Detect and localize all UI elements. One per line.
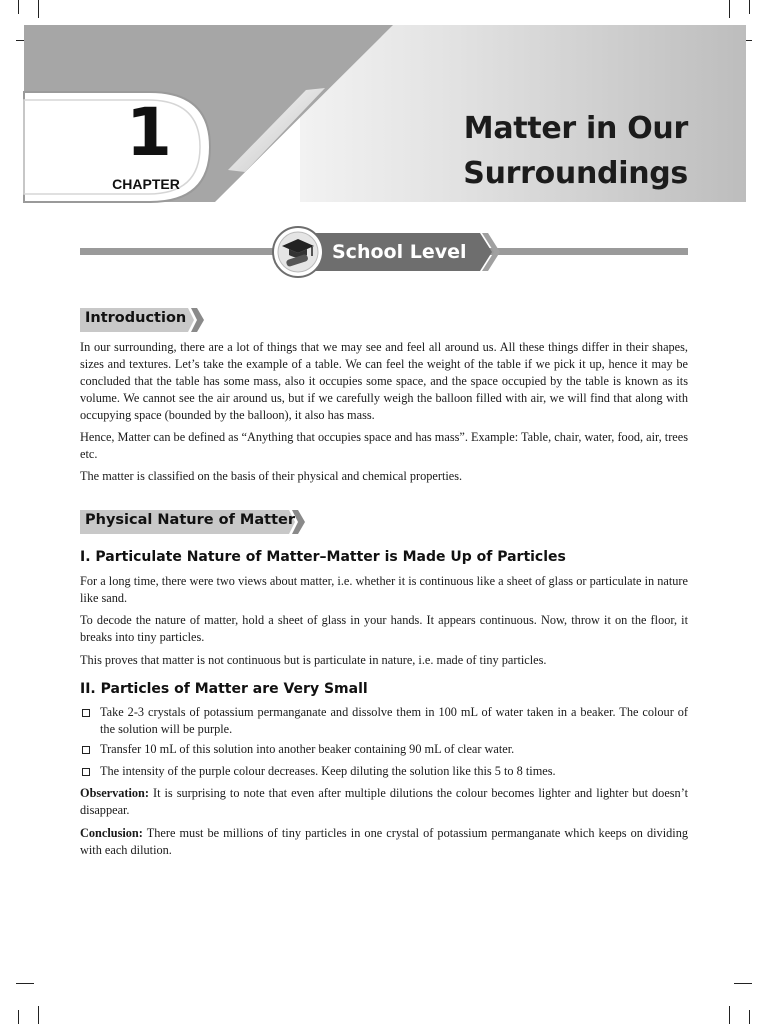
crop-mark — [749, 1010, 750, 1024]
observation-text: It is surprising to note that even after multiple dilutions the colour becomes lighter and lighter but doesn’t disappear. — [80, 786, 688, 817]
crop-mark — [16, 983, 34, 984]
list-item-text: Take 2-3 crystals of potassium permanganate and dissolve them in 100 mL of water taken in a beaker. The colour of the solution will be purple. — [100, 705, 688, 736]
conclusion-label: Conclusion: — [80, 826, 143, 840]
observation-paragraph — [80, 785, 688, 819]
section-heading-text: Introduction — [85, 310, 187, 326]
paragraph: For a long time, there were two views about matter, i.e. whether it is continuous like a sheet of glass or particulate in nature like sand. — [80, 574, 688, 605]
paragraph: In our surrounding, there are a lot of things that we may see and feel all around us. All these things differ in their shapes, sizes and textures. Let’s take the example of a table. We can feel the weight of the table if we pick it up, hence it may be concluded that the table has some mass, also it occupies some space, and the space occupied by the table is known as its volume. We cannot see the air around us, but if we carefully weigh the balloon filled with air, we will find that along with occupying space (bounded by the balloon), it also has mass. — [80, 340, 688, 422]
school-level-label: School Level — [332, 241, 467, 263]
paragraph: This proves that matter is not continuous but is particulate in nature, i.e. made of tiny particles. — [80, 653, 547, 667]
subheading: I. Particulate Nature of Matter–Matter is Made Up of Particles — [80, 549, 566, 565]
observation-label: Observation: — [80, 786, 149, 800]
graduation-cap-icon — [280, 236, 316, 268]
crop-mark — [729, 1006, 730, 1024]
paragraph: The matter is classified on the basis of their physical and chemical properties. — [80, 469, 463, 483]
crop-mark — [18, 1010, 19, 1024]
checkbox-bullet-icon — [82, 746, 90, 754]
conclusion-paragraph — [80, 825, 688, 859]
list-item-text: Transfer 10 mL of this solution into another beaker containing 90 mL of clear water. — [100, 742, 515, 756]
chapter-title — [463, 106, 688, 196]
checkbox-bullet-icon — [82, 709, 90, 717]
chapter-number: 1 — [126, 94, 172, 171]
conclusion-text: There must be millions of tiny particles in one crystal of potassium permanganate which keeps on dividing with each dilution. — [80, 826, 688, 857]
chapter-title-line: Matter in Our — [463, 111, 688, 146]
list-item-text: The intensity of the purple colour decreases. Keep diluting the solution like this 5 to 8 times. — [100, 764, 556, 778]
section-heading-introduction — [80, 308, 205, 332]
crop-mark — [734, 983, 752, 984]
section-heading-physical-nature — [80, 510, 306, 534]
paragraph: To decode the nature of matter, hold a sheet of glass in your hands. It appears continuous. Now, throw it on the floor, it breaks into tiny particles. — [80, 613, 688, 644]
subheading: II. Particles of Matter are Very Small — [80, 681, 368, 697]
section-heading-text: Physical Nature of Matter — [85, 512, 295, 528]
paragraph: Hence, Matter can be defined as “Anything that occupies space and has mass”. Example: Table, chair, water, food, air, trees etc. — [80, 430, 688, 461]
crop-mark — [38, 1006, 39, 1024]
chapter-title-line: Surroundings — [463, 156, 688, 191]
chapter-label: CHAPTER — [112, 176, 180, 192]
checkbox-bullet-icon — [82, 768, 90, 776]
